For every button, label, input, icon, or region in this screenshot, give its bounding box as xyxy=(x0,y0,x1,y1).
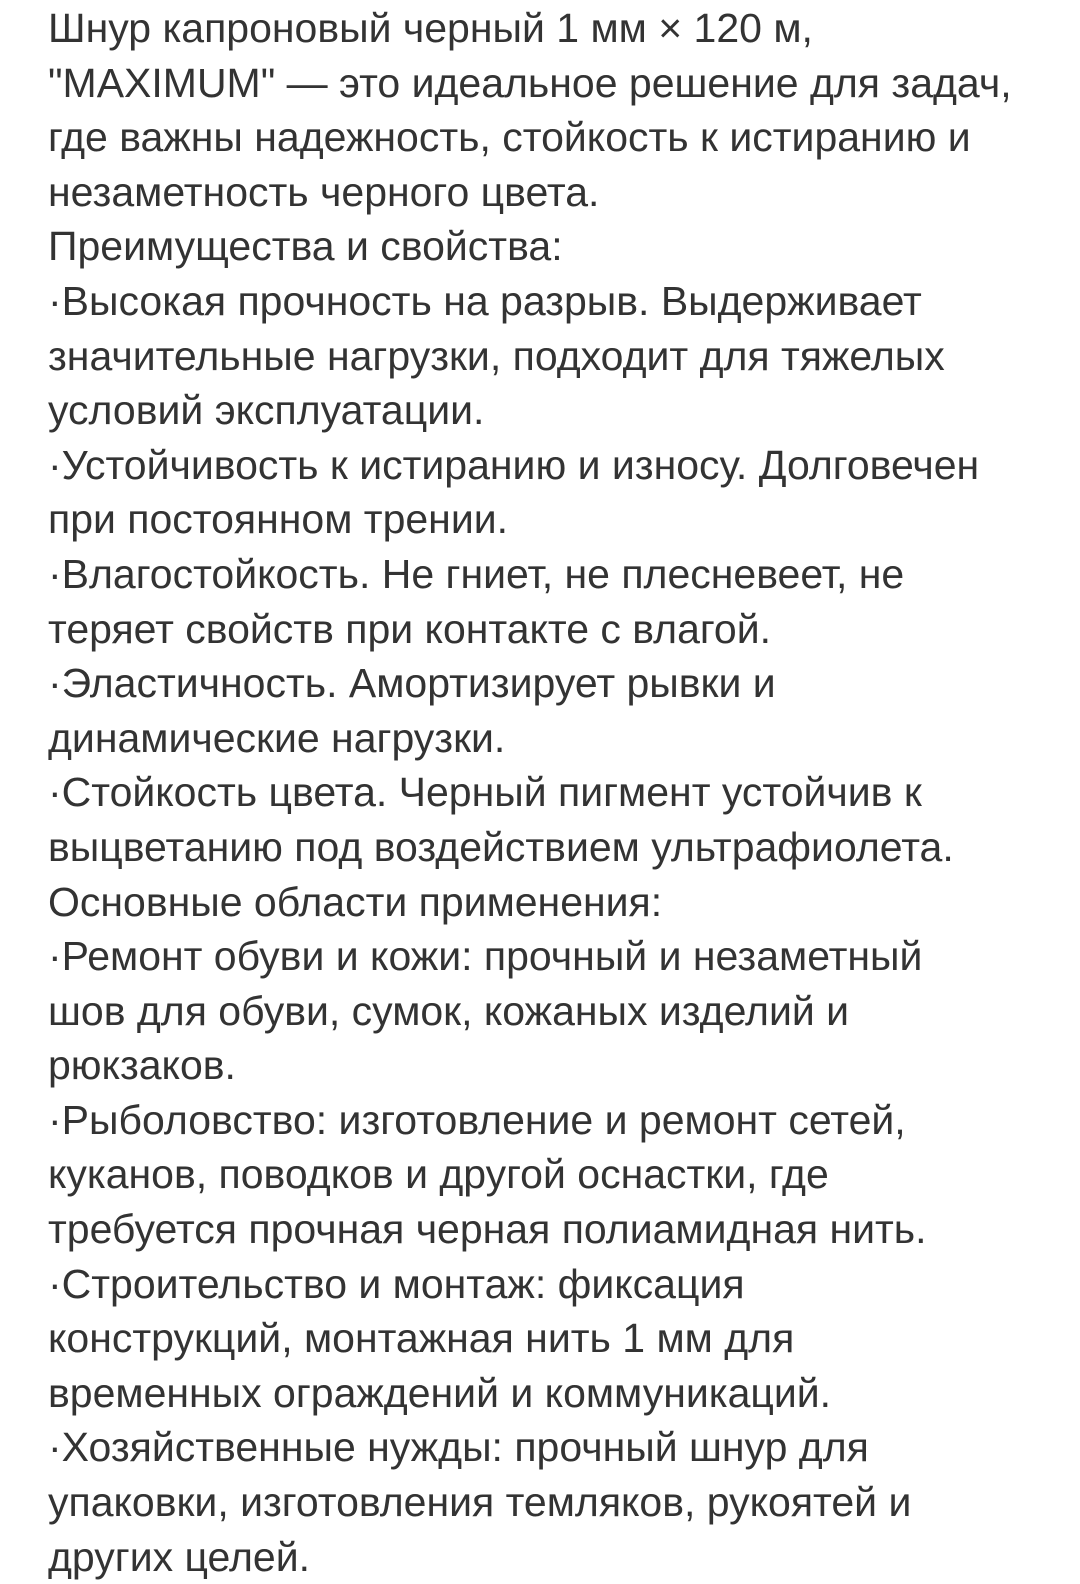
description-line: динамические нагрузки. xyxy=(48,714,506,761)
description-line: где важны надежность, стойкость к истиранию и xyxy=(48,114,971,161)
description-bullet-line: ·Устойчивость к истиранию и износу. Долговечен xyxy=(48,441,980,488)
description-bullet-line: ·Хозяйственные нужды: прочный шнур для xyxy=(48,1424,869,1471)
description-bullet-line: ·Стойкость цвета. Черный пигмент устойчив к xyxy=(48,769,922,816)
description-bullet-line: ·Влагостойкость. Не гниет, не плесневеет, не xyxy=(48,550,905,597)
description-line: временных ограждений и коммуникаций. xyxy=(48,1369,832,1416)
description-line: требуется прочная черная полиамидная нить. xyxy=(48,1206,927,1253)
description-bullet-line: ·Ремонт обуви и кожи: прочный и незаметный xyxy=(48,933,923,980)
description-line: условий эксплуатации. xyxy=(48,387,485,434)
description-bullet-line: ·Рыболовство: изготовление и ремонт сетей, xyxy=(48,1096,906,1143)
description-line: Шнур капроновый черный 1 мм × 120 м, xyxy=(48,5,813,51)
description-line: куканов, поводков и другой оснастки, где xyxy=(48,1151,829,1198)
description-section-heading: Преимущества и свойства: xyxy=(48,223,563,270)
description-line: незаметность черного цвета. xyxy=(48,168,600,215)
description-line: других целей. xyxy=(48,1533,310,1580)
description-bullet-line: ·Высокая прочность на разрыв. Выдерживает xyxy=(48,277,922,324)
description-line: упаковки, изготовления темляков, рукоятей и xyxy=(48,1479,912,1526)
description-line: "MAXIMUM" — это идеальное решение для задач, xyxy=(48,59,1012,106)
description-line: при постоянном трении. xyxy=(48,496,509,543)
description-line: выцветанию под воздействием ультрафиолета. xyxy=(48,823,954,870)
description-section-heading: Основные области применения: xyxy=(48,878,663,925)
description-bullet-line: ·Строительство и монтаж: фиксация xyxy=(48,1260,745,1307)
description-line: конструкций, монтажная нить 1 мм для xyxy=(48,1315,795,1362)
description-bullet-line: ·Эластичность. Амортизирует рывки и xyxy=(48,660,776,707)
description-line: теряет свойств при контакте с влагой. xyxy=(48,605,772,652)
description-line: значительные нагрузки, подходит для тяжелых xyxy=(48,332,945,379)
description-line: шов для обуви, сумок, кожаных изделий и xyxy=(48,987,850,1034)
description-line: рюкзаков. xyxy=(48,1042,236,1089)
